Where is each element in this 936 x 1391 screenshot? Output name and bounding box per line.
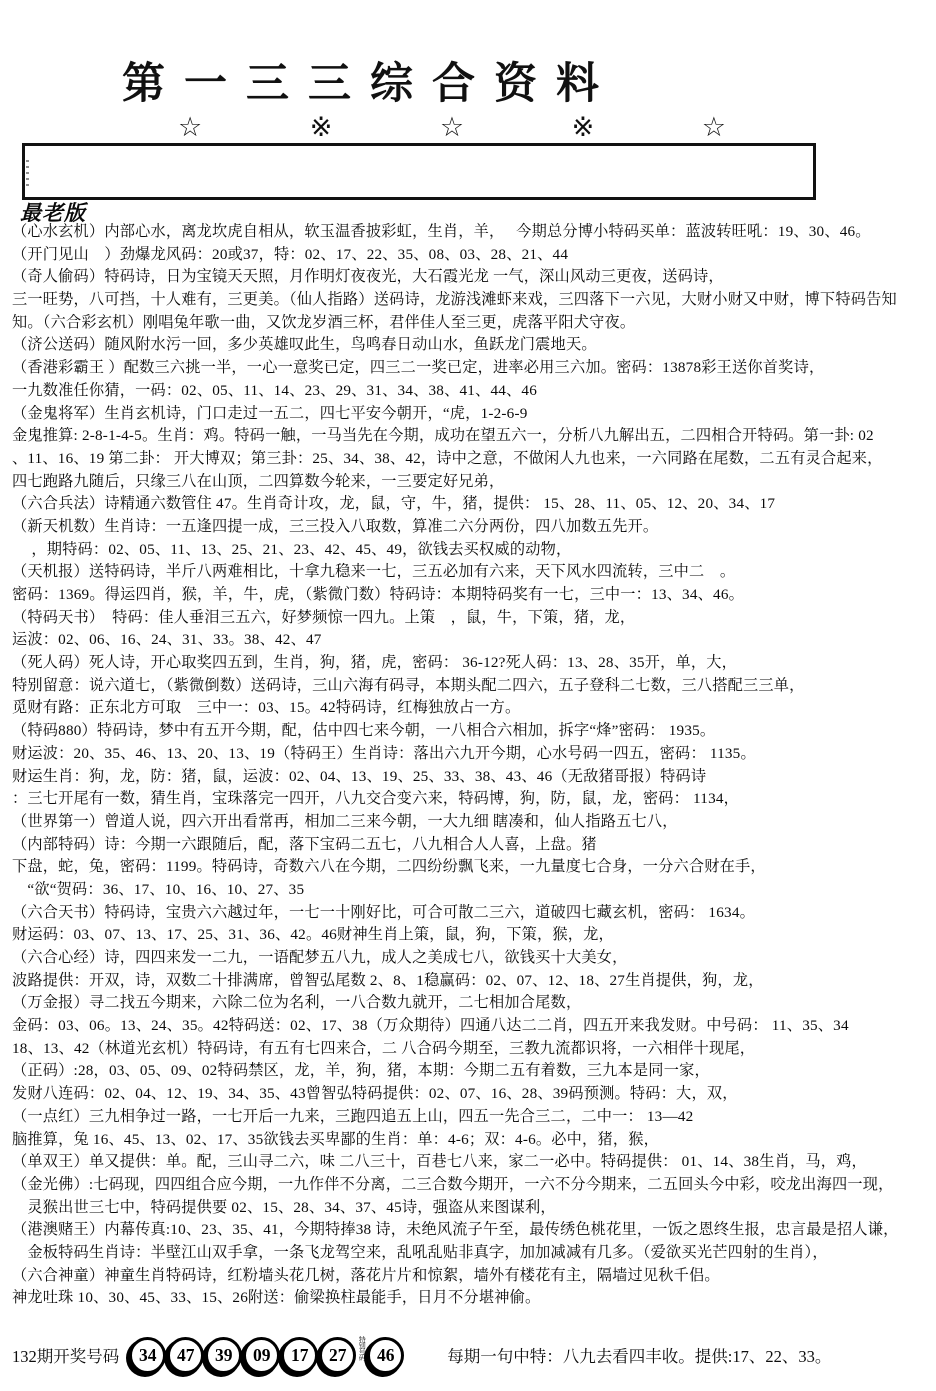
reference-mark-icon: ※ bbox=[309, 112, 333, 142]
special-number-note: 特别号码 bbox=[358, 1336, 367, 1360]
text-line: 财运生肖：狗，龙，防：猪，鼠，运波：02、04、13、19、25、33、38、43、46（无敌猪哥报）特码诗 bbox=[12, 767, 707, 785]
text-line: 18、13、42（林道光玄机）特码诗，有五有七四来合，二 八合码今期至，三教九流都识将，一六相伴十现尾， bbox=[12, 1039, 756, 1057]
text-line: （金光佛）:七码现，四四组合应今期，一九作伴不分离，二三合数今期开，一六不分今期来，二五回头今中彩，咬龙出海四一现， bbox=[12, 1175, 894, 1193]
text-line: “欲“贺码：36、17、10、16、10、27、35 bbox=[12, 880, 305, 898]
reference-mark-icon: ※ bbox=[571, 112, 595, 142]
text-line: （六合天书）特码诗，宝贵六六越过年，一七一十刚好比，可合可散二三六，道破四七藏玄机，密码： 1634。 bbox=[12, 903, 755, 921]
footer-tip-text: 每期一句中特：八九去看四丰收。提供:17、22、33。 bbox=[447, 1347, 832, 1366]
text-line: 运波：02、06、16、24、31、33。38、42、47 bbox=[12, 631, 322, 649]
text-line: （单双王）单又提供：单。配，三山寻二六，味 二八三十，百巷七八来，家二一必中。特码提供： 01、14、38生肖，马，鸡， bbox=[12, 1153, 867, 1171]
text-line: （济公送码）随风附水污一回，多少英雄叹此生，鸟鸣春日动山水，鱼跃龙门震地天。 bbox=[12, 336, 597, 354]
winning-number-balls bbox=[129, 1336, 405, 1374]
star-icon: ☆ bbox=[701, 112, 726, 142]
star-icon: ☆ bbox=[439, 112, 465, 142]
text-line: （特码880）特码诗，梦中有五开今期，配，估中四七来今朝，一八相合六相加，拆字“烽”密码： 1935。 bbox=[12, 722, 716, 740]
text-line: 一九数准任你猜，一码：02、05、11、14、23、29、31、34、38、41、44、46 bbox=[12, 381, 538, 399]
text-line: （内部特码）诗：今期一六跟随后，配，落下宝码二五七，八九相合人人喜，上盘。猪 bbox=[12, 835, 597, 853]
text-line: （六合神童）神童生肖特码诗，红粉墙头花几树，落花片片和惊絮，墙外有楼花有主，隔墙过见秋千侣。 bbox=[12, 1266, 720, 1284]
edition-label: 最老版 bbox=[20, 201, 86, 225]
number-ball: 27 bbox=[319, 1337, 356, 1374]
draw-number-label: 132期开奖号码 bbox=[12, 1347, 120, 1366]
text-line: 金码：03、06。13、24、35。42特码送：02、17、38（万众期待）四通八达二二肖，四五开来我发财。中号码： 11、35、34 bbox=[12, 1017, 849, 1035]
text-line: （新天机数）生肖诗：一五逢四提一成，三三投入八取数，算准二六分两份，四八加数五先开。 bbox=[12, 517, 659, 535]
star-icon: ☆ bbox=[178, 112, 203, 142]
empty-header-box bbox=[22, 143, 816, 200]
text-line: （死人码）死人诗，开心取奖四五到，生肖，狗，猪，虎，密码： 36-12?死人码：13、28、35开，单，大， bbox=[12, 654, 738, 672]
number-ball: 17 bbox=[281, 1337, 318, 1374]
text-line: （万金报）寻二找五今期来，六除二位为名利，一八合数九就开，二七相加合尾数， bbox=[12, 994, 582, 1012]
text-line: （世界第一）曾道人说，四六开出看常再，相加二三来今朝，一大九细 瞎凑和，仙人指路五七八， bbox=[12, 812, 678, 830]
text-line: ，期特码：02、05、11、13、25、21、23、42、45、49，欲钱去买权威的动物， bbox=[12, 540, 572, 558]
text-line: （特码天书） 特码：佳人垂泪三五六，好梦频惊一四九。上策 ，鼠，牛，下策，猪，龙， bbox=[12, 608, 636, 626]
text-line: （心水玄机）内部心水，离龙坎虎自相从，软玉温香披彩虹，生肖，羊， 今期总分博小特码买单：蓝波转旺吼：19、30、46。 bbox=[12, 223, 871, 240]
text-line: ：三七开尾有一数，猜生肖，宝珠落完一四开，八九交合变六来，特码博，狗，防，鼠，龙，密码： 1134， bbox=[12, 790, 740, 808]
number-ball: 09 bbox=[243, 1337, 280, 1374]
text-line: 神龙吐珠 10、30、45、33、15、26附送：偷梁换柱最能手，日月不分堪神偷。 bbox=[12, 1289, 541, 1307]
page-title: 第一三三综合资料 bbox=[122, 61, 618, 108]
text-line: （六合兵法）诗精通六数管住 47。生肖奇计攻，龙，鼠，守，牛，猪，提供： 15、28、11、05、12、20、34、17 bbox=[12, 495, 776, 513]
text-line: 特别留意：说六道七，（紫微倒数）送码诗，三山六海有码寻，本期头配二四六，五子登科二七数，三八搭配三三单， bbox=[12, 676, 805, 694]
text-line: 脑推算，兔 16、45、13、02、17、35欲钱去买卑鄙的生肖：单：4-6；双：4-6。必中，猪，猴， bbox=[12, 1130, 659, 1148]
draw-result-row bbox=[12, 1331, 936, 1379]
text-line: 密码：1369。得运四肖，猴，羊，牛，虎，（紫微门数）特码诗：本期特码奖有一七，三中一：13、34、46。 bbox=[12, 586, 744, 603]
text-line: （港澳赌王）内幕传真:10、23、35、41，今期特捧38 诗，未绝风流子午至，最传绣色桃花里，一饭之恩终生报，忠言最是招人谦， bbox=[12, 1221, 899, 1239]
text-line: （正码）:28，03、05、09、02特码禁区，龙，羊，狗，猪，本期：今期二五有着数，三九本是同一家， bbox=[12, 1062, 710, 1080]
text-line: 财运码：03、07、13、17、25、31、36、42。46财神生肖上策，鼠，狗，下策，猴，龙， bbox=[12, 926, 614, 944]
text-line: （金鬼将军）生肖玄机诗，门口走过一五二，四七平安今朝开，“虎，1-2-6-9 bbox=[12, 404, 528, 422]
text-line: （一点红）三九相争过一路，一七开后一九来，三跑四追五上山，四五一先合三二，二中一： 13—42 bbox=[12, 1107, 694, 1125]
number-ball: 39 bbox=[205, 1337, 242, 1374]
text-line: 觅财有路：正东北方可取 三中一：03、15。42特码诗，红梅独放占一方。 bbox=[12, 699, 521, 717]
text-line: 下盘，蛇，兔，密码：1199。特码诗，奇数六八在今期，二四纷纷飘飞来，一九量度七合身，一分六合财在手， bbox=[12, 858, 766, 876]
number-ball: 47 bbox=[167, 1337, 204, 1374]
text-line: 金鬼推算: 2-8-1-4-5。生肖：鸡。特码一触，一马当先在今期，成功在望五六一，分析八九解出五，二四相合开特码。第一卦: 02 bbox=[12, 427, 874, 445]
body-text bbox=[12, 221, 936, 1310]
decor-symbol-row bbox=[178, 112, 726, 142]
text-line: 、11、16、19 第二卦： 开大博双；第三卦：25、34、38、42，诗中之意，不做闲人九也来，一六同路在尾数，二五有灵合起来， bbox=[12, 449, 883, 467]
text-line: 财运波：20、35、46、13、20、13、19（特码王）生肖诗：落出六九开今期，心水号码一四五，密码： 1135。 bbox=[12, 744, 756, 762]
text-line: 四七跑路九随后，只缘三八在山顶，二四算数今轮来，一三要定好兄弟， bbox=[12, 472, 505, 490]
text-line: 波路提供：开双，诗，双数二十排满席，曾智弘尾数 2、8、1稳赢码：02、07、12、18、27生肖提供，狗，龙， bbox=[12, 971, 764, 989]
text-line: （六合心经）诗，四四来发一二九，一语配梦五八九，成人之美成七八，欲钱买十大美女， bbox=[12, 949, 628, 966]
text-line: 发财八连码：02、04、12、19、34、35、43曾智弘特码提供：02、07、16、28、39码预测。特码：大，双， bbox=[12, 1085, 738, 1103]
text-line: 灵猴出世三七中，特码提供要 02、15、28、34、37、45诗，强盗从来图谋利， bbox=[12, 1198, 556, 1216]
text-line: 知。（六合彩玄机）刚唱兔年歌一曲，又饮龙岁酒三杯，君伴佳人至三更，虎落平阳犬守夜。 bbox=[12, 313, 636, 331]
text-line: 三一旺势，八可挡，十人难有，三更美。（仙人指路）送码诗，龙游浅滩虾来戏，三四落下一六见，大财小财又中财，博下特码告知 bbox=[12, 291, 897, 309]
scan-noise-mark bbox=[26, 160, 29, 190]
number-ball: 34 bbox=[129, 1337, 166, 1374]
text-line: （奇人偷码）特码诗，日为宝镜天天照，月作明灯夜夜光，大石霞光龙 一气，深山风动三更夜，送码诗， bbox=[12, 268, 724, 286]
text-line: （开门见山 ）劲爆龙风码：20或37，特：02、17、22、35、08、03、28、21、44 bbox=[12, 245, 569, 263]
text-line: （天机报）送特码诗，半斤八两难相比，十拿九稳来一七，三五必加有六来，天下风水四流转，三中二 。 bbox=[12, 563, 736, 581]
text-line: （香港彩霸王 ）配数三六挑一半，一心一意奖已定，四三二一奖已定，进率必用三六加。密码：13878彩王送你首奖诗， bbox=[12, 359, 825, 377]
text-line: 金板特码生肖诗：半壁江山双手拿，一条飞龙驾空来，乱吼乱贴非真字，加加减减有几多。（爱欲买光芒四射的生肖）， bbox=[12, 1243, 828, 1261]
number-ball: 46 bbox=[367, 1337, 404, 1374]
